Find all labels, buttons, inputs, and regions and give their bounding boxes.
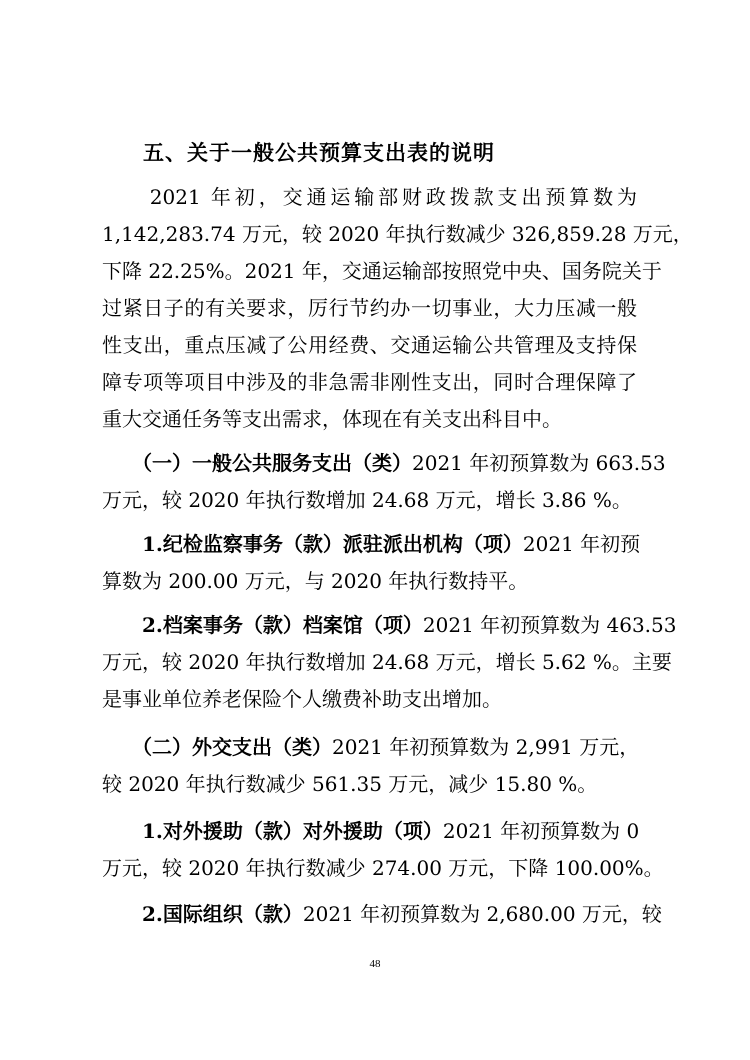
paragraph-line: 1,142,283.74 万元，较 2020 年执行数减少 326,859.28 万元， [102, 222, 693, 246]
subsection-title: （一）一般公共服务支出（类） [102, 451, 412, 475]
paragraph-line: 万元，较 2020 年执行数减少 274.00 万元，下降 100.00%。 [102, 856, 664, 880]
paragraph-line: 障专项等项目中涉及的非急需非刚性支出，同时合理保障了 [102, 370, 637, 394]
paragraph-line: 2021 年初，交通运输部财政拨款支出预算数为 [102, 185, 637, 209]
paragraph-line [102, 897, 662, 931]
paragraph-text: 2021 年初预算数为 663.53 [412, 451, 666, 475]
paragraph-line: 较 2020 年执行数减少 561.35 万元，减少 15.80 %。 [102, 772, 598, 796]
paragraph-line: 性支出，重点压减了公用经费、交通运输公共管理及支持保 [102, 333, 637, 357]
paragraph-line [102, 814, 640, 848]
paragraph-text: 2021 年初预算数为 0 [442, 819, 640, 843]
page-number: 48 [369, 958, 381, 970]
paragraph-line: 万元，较 2020 年执行数增加 24.68 万元，增长 5.62 %。主要 [102, 650, 672, 674]
subsection-title: 1.纪检监察事务（款）派驻派出机构（项） [102, 532, 523, 556]
paragraph-line: 下降 22.25%。2021 年，交通运输部按照党中央、国务院关于 [102, 259, 662, 283]
paragraph-line: 过紧日子的有关要求，厉行节约办一切事业，大力压减一般 [102, 296, 637, 320]
section-heading: 五、关于一般公共预算支出表的说明 [143, 140, 495, 165]
paragraph-line: 重大交通任务等支出需求，体现在有关支出科目中。 [102, 407, 562, 431]
paragraph-line [102, 730, 640, 764]
paragraph-text: 2021 年初预算数为 2,680.00 万元，较 [302, 902, 662, 926]
subsection-title: 2.档案事务（款）档案馆（项） [102, 613, 423, 637]
paragraph-text: 2021 年初预算数为 2,991 万元， [332, 735, 640, 759]
paragraph-text: 2021 年初预 [522, 532, 641, 556]
paragraph-line: 是事业单位养老保险个人缴费补助支出增加。 [102, 687, 502, 711]
paragraph-text: 2021 年初预算数为 463.53 [422, 613, 677, 637]
paragraph-line [102, 608, 677, 642]
paragraph-line [102, 446, 666, 480]
subsection-title: 2.国际组织（款） [102, 902, 303, 926]
subsection-title: 1.对外援助（款）对外援助（项） [102, 819, 443, 843]
paragraph-line: 万元，较 2020 年执行数增加 24.68 万元，增长 3.86 %。 [102, 488, 632, 512]
paragraph-line: 算数为 200.00 万元，与 2020 年执行数持平。 [102, 569, 529, 593]
paragraph-line [102, 527, 641, 561]
subsection-title: （二）外交支出（类） [102, 735, 332, 759]
